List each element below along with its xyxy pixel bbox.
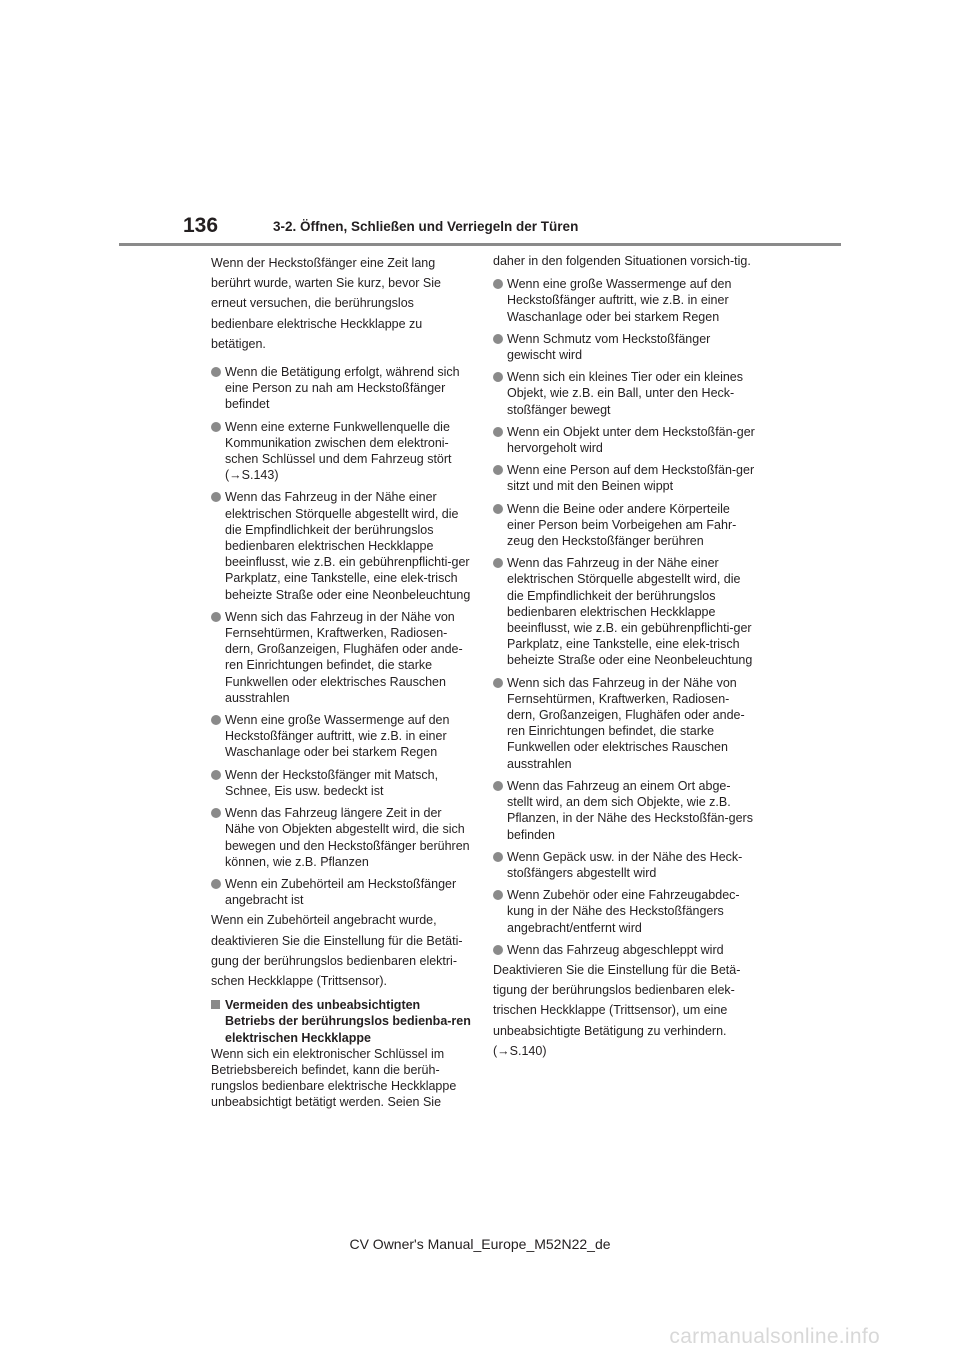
square-bullet-icon: [211, 1000, 220, 1009]
list-item-text: Wenn das Fahrzeug in der Nähe einer elektrischen Störquelle abgestellt wird, die die Empfindlichkeit der berührungslos bedienbaren elektrischen Heckklappe beeinflusst, wie z.B. ein gebührenpflichti-ger Parkplatz, eine Tankstelle, eine elek-trisch beheizte Straße oder eine Neonbeleuchtung: [225, 490, 471, 602]
list-item: [211, 419, 473, 484]
page-reference: (→S.140): [493, 1043, 547, 1058]
bullet-dot-icon: [493, 465, 503, 475]
bullet-dot-icon: [493, 334, 503, 344]
bullet-dot-icon: [211, 808, 221, 818]
left-column: [211, 253, 473, 1114]
list-item-text: Wenn das Fahrzeug längere Zeit in der Nähe von Objekten abgestellt wird, die sich bewegen und den Heckstoßfänger berühren können, wie z.B. Pflanzen: [225, 806, 470, 869]
bullet-dot-icon: [211, 715, 221, 725]
list-item: [493, 942, 755, 958]
list-item-text: Wenn Schmutz vom Heckstoßfänger gewischt wird: [507, 331, 711, 363]
bullet-dot-icon: [493, 781, 503, 791]
list-item-text: Wenn das Fahrzeug abgeschleppt wird: [507, 942, 724, 957]
list-item: [211, 876, 473, 908]
list-item-text: Wenn sich das Fahrzeug in der Nähe von Fernsehtürmen, Kraftwerken, Radiosen-dern, Großanzeigen, Flughäfen oder ande-ren Einrichtungen befindet, die starke Funkwellen oder elektrisches Rauschen ausstrahlen: [225, 609, 463, 705]
subheading: [211, 997, 473, 1046]
subheading-text: Vermeiden des unbeabsichtigten Betriebs der berührungslos bedienba-ren elektrischen Heckklappe: [225, 998, 471, 1045]
list-item-text: Wenn eine große Wassermenge auf den Heckstoßfänger auftritt, wie z.B. in einer Waschanlage oder bei starkem Regen: [225, 713, 450, 760]
bullet-dot-icon: [493, 678, 503, 688]
list-item-text: Wenn das Fahrzeug an einem Ort abge-stellt wird, an dem sich Objekte, wie z.B. Pflanzen, in der Nähe des Heckstoßfän-gers befinden: [507, 778, 753, 842]
bullet-dot-icon: [211, 367, 221, 377]
bullet-dot-icon: [211, 770, 221, 780]
bullet-dot-icon: [493, 945, 503, 955]
list-item-text: Wenn sich ein kleines Tier oder ein kleines Objekt, wie z.B. ein Ball, unter den Heck-stoßfänger bewegt: [507, 370, 744, 417]
bullet-dot-icon: [493, 890, 503, 900]
list-item: [493, 276, 755, 325]
list-item: [493, 424, 755, 456]
left-after-list-paragraph: Wenn ein Zubehörteil angebracht wurde, deaktivieren Sie die Einstellung für die Betäti-gung der berührungslos bedienbaren elektri-schen Heckklappe (Trittsensor).: [211, 913, 463, 988]
list-item-text: Wenn das Fahrzeug in der Nähe einer elektrischen Störquelle abgestellt wird, die die Empfindlichkeit der berührungslos bedienbaren elektrischen Heckklappe beeinflusst, wie z.B. ein gebührenpflichti-ger Parkplatz, eine Tankstelle, eine elek-trisch beheizte Straße oder eine Neonbeleuchtung: [507, 556, 753, 668]
list-item-text: Wenn sich das Fahrzeug in der Nähe von Fernsehtürmen, Kraftwerken, Radiosen-dern, Großanzeigen, Flughäfen oder ande-ren Einrichtungen befindet, die starke Funkwellen oder elektrisches Rauschen ausstrahlen: [507, 675, 745, 771]
bullet-dot-icon: [211, 612, 221, 622]
list-item-text: Wenn eine Person auf dem Heckstoßfän-ger sitzt und mit den Beinen wippt: [507, 463, 755, 494]
list-item: [493, 887, 755, 936]
bullet-dot-icon: [493, 852, 503, 862]
list-item: [493, 778, 755, 843]
manual-name: CV Owner's Manual_Europe_M52N22_de: [349, 1236, 611, 1252]
right-after-list-paragraph: Deaktivieren Sie die Einstellung für die Betä-tigung der berührungslos bedienbaren elek-trischen Heckklappe (Trittsensor), um eine unbeabsichtigte Betätigung zu verhindern.: [493, 962, 741, 1038]
list-item: [211, 712, 473, 761]
list-item: [493, 501, 755, 550]
subheading-body-paragraph: Wenn sich ein elektronischer Schlüssel im Betriebsbereich befindet, kann die berüh-rungslos bedienbare elektrische Heckklappe unbeabsichtigt betätigt werden. Seien Sie: [211, 1046, 457, 1110]
bullet-dot-icon: [211, 422, 221, 432]
section-title: 3-2. Öffnen, Schließen und Verriegeln der Türen: [273, 219, 579, 234]
watermark: carmanualsonline.info: [669, 1325, 880, 1348]
list-item-text: Wenn ein Objekt unter dem Heckstoßfän-ger hervorgeholt wird: [507, 424, 755, 456]
list-item: [493, 462, 755, 494]
bullet-dot-icon: [493, 372, 503, 382]
list-item-text: Wenn ein Zubehörteil am Heckstoßfänger angebracht ist: [225, 876, 457, 908]
list-item-text: Wenn der Heckstoßfänger mit Matsch, Schnee, Eis usw. bedeckt ist: [225, 767, 439, 798]
list-item: [493, 675, 755, 772]
list-item-text: Wenn eine externe Funkwellenquelle die Kommunikation zwischen dem elektroni-schen Schlüssel und dem Fahrzeug stört (→S.143): [225, 419, 452, 483]
list-item: [493, 369, 755, 418]
list-item-text: Wenn die Betätigung erfolgt, während sich eine Person zu nah am Heckstoßfänger befindet: [225, 365, 460, 412]
list-item: [211, 364, 473, 413]
right-column: [493, 253, 755, 1064]
list-item: [493, 555, 755, 668]
left-intro-paragraph: Wenn der Heckstoßfänger eine Zeit lang berührt wurde, warten Sie kurz, bevor Sie erneut versuchen, die berührungslos bedienbare elektrische Heckklappe zu betätigen.: [211, 256, 441, 351]
list-item: [493, 331, 755, 363]
list-item: [493, 849, 755, 881]
list-item: [211, 805, 473, 870]
bullet-dot-icon: [493, 558, 503, 568]
bullet-dot-icon: [211, 879, 221, 889]
list-item-text: Wenn eine große Wassermenge auf den Heckstoßfänger auftritt, wie z.B. in einer Waschanlage oder bei starkem Regen: [507, 277, 732, 324]
list-item-text: Wenn Zubehör oder eine Fahrzeugabdec-kung in der Nähe des Heckstoßfängers angebracht/entfernt wird: [507, 888, 740, 935]
bullet-dot-icon: [493, 427, 503, 437]
list-item-text: Wenn die Beine oder andere Körperteile einer Person beim Vorbeigehen am Fahr-zeug den Heckstoßfänger berühren: [507, 501, 737, 549]
list-item-text: Wenn Gepäck usw. in der Nähe des Heck-stoßfängers abgestellt wird: [507, 849, 743, 880]
header-divider: [119, 243, 841, 246]
bullet-dot-icon: [211, 492, 221, 502]
right-intro-paragraph: daher in den folgenden Situationen vorsich-tig.: [493, 254, 751, 268]
page-number: 136: [183, 214, 219, 237]
list-item: [211, 489, 473, 602]
bullet-dot-icon: [493, 504, 503, 514]
list-item: [211, 609, 473, 706]
bullet-dot-icon: [493, 279, 503, 289]
list-item: [211, 767, 473, 799]
